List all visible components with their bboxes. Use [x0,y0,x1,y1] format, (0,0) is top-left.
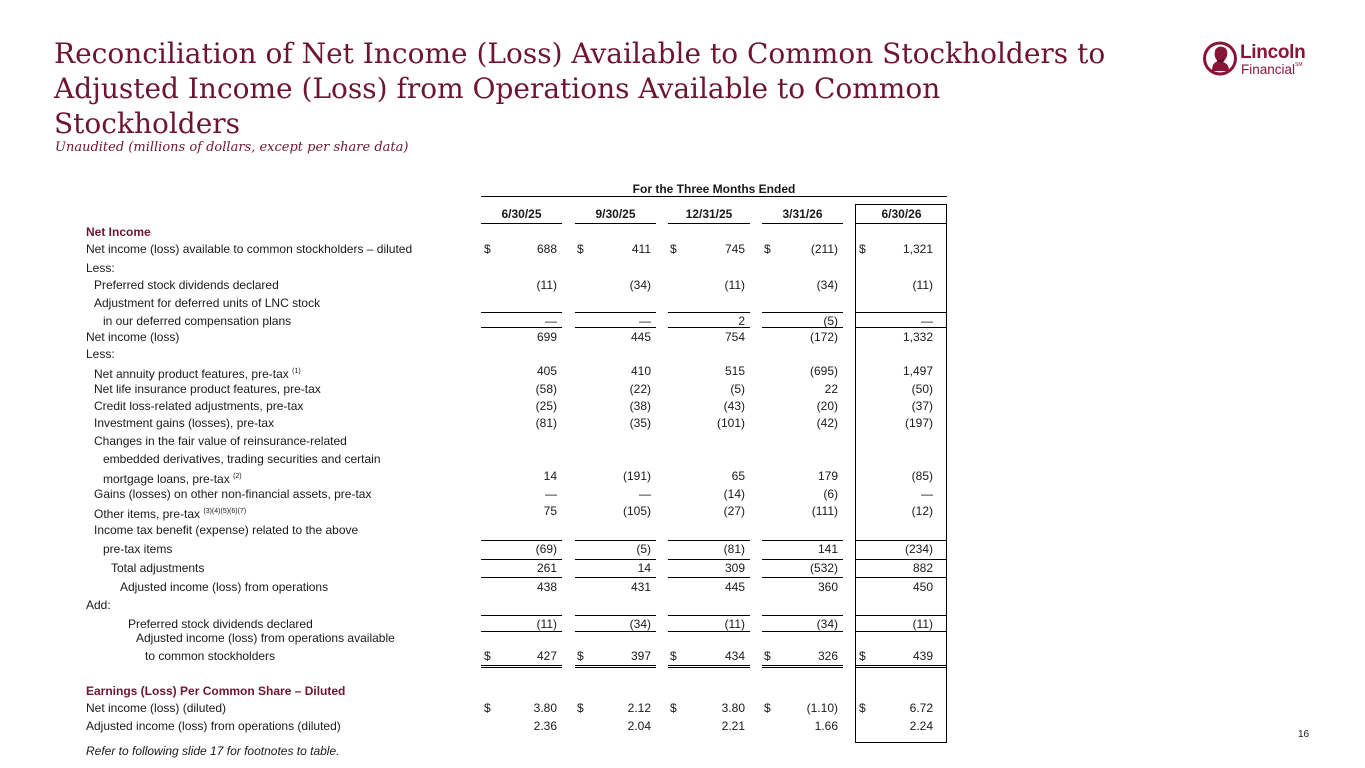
underline [762,615,843,616]
row-label-text: Net life insurance product features, pre-tax [94,382,321,396]
column-header-5: 6/30/26 [856,208,947,224]
total-rule [762,631,843,632]
table-cell: (34) [816,617,838,631]
table-cell: (27) [723,504,745,518]
row-label [94,487,371,502]
table-cell: (111) [811,504,838,518]
row-label [145,649,275,664]
row-label [94,296,320,311]
table-cell: (35) [629,416,651,430]
row-label [94,278,279,293]
table-cell: 75 [543,504,557,518]
dollar-sign: $ [577,701,584,715]
table-cell: 1.66 [814,719,838,733]
table-cell: — [545,314,557,328]
table-cell: (12) [911,504,933,518]
lincoln-portrait-seal-icon [1202,40,1238,77]
row-label [86,347,115,362]
row-label [94,399,303,414]
table-cell: (85) [911,469,933,483]
total-rule [668,559,750,560]
table-cell: 1,497 [902,364,933,378]
table-cell: 22 [824,382,838,396]
table-cell: (695) [809,364,838,378]
underline [575,615,656,616]
total-rule [575,631,656,632]
table-cell: 754 [724,330,745,344]
table-cell: (38) [629,399,651,413]
double-underline [762,665,843,668]
table-cell: (11) [912,617,933,631]
table-cell: 179 [817,469,838,483]
row-label [103,452,381,467]
page-title-line-2: Adjusted Income (Loss) from Operations Available to Common [54,72,941,105]
table-cell: (11) [724,617,745,631]
total-rule [856,327,947,328]
table-cell: (11) [536,278,557,292]
table-cell: 745 [724,242,745,256]
underline [668,312,750,313]
row-label [94,364,301,382]
row-label-text: pre-tax items [103,542,173,556]
total-rule [668,577,750,578]
row-label [103,542,172,557]
table-cell: 2.36 [533,719,557,733]
underline [668,540,750,541]
page-subtitle: Unaudited (millions of dollars, except per share data) [55,140,409,155]
row-label-text: Adjustment for deferred units of LNC stock [94,296,321,310]
table-cell: 699 [536,330,557,344]
double-underline [575,665,656,668]
row-label [86,701,226,716]
row-label [86,330,179,345]
total-rule [481,559,562,560]
table-cell: (191) [622,469,651,483]
row-label-text: Adjusted income (loss) from operations available [136,631,395,645]
total-rule [575,327,656,328]
column-header-4: 3/31/26 [762,208,843,224]
period-header: For the Three Months Ended [481,182,947,197]
row-label-text: Earnings (Loss) Per Common Share – Diluted [86,684,346,698]
total-rule [481,577,562,578]
table-cell: (22) [629,382,651,396]
underline [762,312,843,313]
table-cell: (234) [904,542,933,556]
underline [481,312,562,313]
underline [668,615,750,616]
underline [856,312,947,313]
table-cell: (20) [816,399,838,413]
table-cell: (5) [730,382,745,396]
row-label-text: Net income (loss) [86,330,180,344]
table-cell: — [639,487,651,501]
row-label-text: Net income (loss) available to common stockholders – diluted [86,242,413,256]
table-cell: (37) [911,399,933,413]
table-cell: (11) [536,617,557,631]
underline [762,540,843,541]
table-cell: (1.10) [806,701,838,715]
logo-word-financial: Financial℠ [1241,62,1303,77]
logo-word-lincoln: Lincoln [1240,42,1306,63]
dollar-sign: $ [670,242,677,256]
table-cell: 427 [536,649,557,663]
double-underline [856,665,947,668]
total-rule [762,577,843,578]
total-rule [668,631,750,632]
table-cell: 309 [724,561,745,575]
row-label-text: mortgage loans, pre-tax [103,472,230,486]
dollar-sign: $ [484,701,491,715]
double-underline [481,665,562,668]
row-label-text: Adjusted income (loss) from operations (diluted) [86,719,341,733]
total-rule [575,577,656,578]
table-cell: 438 [536,580,557,594]
table-cell: (6) [823,487,838,501]
table-cell: (43) [723,399,745,413]
footnote-reference: (2) [233,473,242,480]
table-cell: (14) [723,487,745,501]
table-cell: (50) [911,382,933,396]
table-cell: (69) [535,542,557,556]
table-cell: 2.12 [627,701,651,715]
row-label-text: in our deferred compensation plans [103,314,292,328]
table-cell: 326 [817,649,838,663]
table-cell: 431 [630,580,651,594]
dollar-sign: $ [577,649,584,663]
row-label [94,523,358,538]
underline [856,615,947,616]
row-label [120,580,328,595]
row-label-text: Total adjustments [111,561,205,575]
underline [856,540,947,541]
row-label [103,314,291,329]
footnote: Refer to following slide 17 for footnotes to table. [86,744,340,758]
row-label-text: Net income (loss) (diluted) [86,701,227,715]
row-label [86,225,151,240]
table-cell: 261 [536,561,557,575]
table-cell: 411 [631,242,651,256]
row-label-text: Net Income [86,225,151,239]
row-label-text: Income tax benefit (expense) related to the above [94,523,359,537]
page-number: 16 [1298,729,1310,740]
dollar-sign: $ [484,242,491,256]
dollar-sign: $ [577,242,584,256]
table-cell: 2 [738,314,745,328]
table-cell: 360 [817,580,838,594]
row-label [103,469,242,487]
table-cell: 445 [724,580,745,594]
total-rule [481,631,562,632]
row-label [94,434,347,449]
row-label-text: embedded derivatives, trading securities and certain [103,452,381,466]
total-rule [856,577,947,578]
table-cell: (81) [535,416,557,430]
row-label [86,598,111,613]
dollar-sign: $ [484,649,491,663]
table-cell: (5) [823,314,838,328]
dollar-sign: $ [764,649,771,663]
row-label-text: Preferred stock dividends declared [128,617,313,631]
total-rule [575,559,656,560]
column-header-1: 6/30/25 [481,208,562,224]
table-cell: — [639,314,651,328]
column-header-2: 9/30/25 [575,208,656,224]
row-label [86,261,115,276]
dollar-sign: $ [764,701,771,715]
dollar-sign: $ [859,701,866,715]
row-label [86,242,412,257]
table-cell: — [545,487,557,501]
table-cell: — [921,314,933,328]
table-cell: (58) [535,382,557,396]
footnote-reference: (1) [292,368,301,375]
row-label [94,416,274,431]
dollar-sign: $ [670,701,677,715]
table-cell: 3.80 [533,701,557,715]
row-label [86,684,345,699]
row-label [136,631,395,646]
underline [481,615,562,616]
table-cell: (34) [629,278,651,292]
row-label-text: Net annuity product features, pre-tax [94,367,289,381]
table-cell: 397 [630,649,651,663]
row-label [128,617,313,632]
row-label-text: Preferred stock dividends declared [94,278,279,292]
total-rule [668,327,750,328]
table-cell: (34) [629,617,651,631]
underline [575,312,656,313]
table-cell: (532) [809,561,838,575]
table-cell: 2.21 [721,719,745,733]
row-label [86,719,341,734]
row-label-text: Less: [86,261,115,275]
table-cell: 2.04 [627,719,651,733]
table-cell: 6.72 [909,701,933,715]
table-cell: 1,332 [902,330,933,344]
lincoln-financial-logo [1202,40,1312,78]
table-cell: 14 [543,469,557,483]
row-label-text: Credit loss-related adjustments, pre-tax [94,399,304,413]
column-header-3: 12/31/25 [668,208,750,224]
table-cell: 141 [817,542,838,556]
table-cell: (211) [810,242,838,256]
row-label-text: to common stockholders [145,649,276,663]
table-cell: (101) [716,416,745,430]
table-cell: 450 [912,580,933,594]
dollar-sign: $ [859,649,866,663]
total-rule [481,327,562,328]
table-cell: 3.80 [721,701,745,715]
logo-trademark: SM [1295,62,1303,68]
table-cell: — [921,487,933,501]
table-cell: 445 [630,330,651,344]
table-cell: 515 [724,364,745,378]
table-cell: (11) [724,278,745,292]
table-cell: 434 [724,649,745,663]
row-label [111,561,204,576]
table-cell: (42) [816,416,838,430]
table-cell: (197) [904,416,933,430]
dollar-sign: $ [764,242,771,256]
dollar-sign: $ [670,649,677,663]
page-title-line-1: Reconciliation of Net Income (Loss) Available to Common Stockholders to [54,37,1106,70]
row-label-text: Adjusted income (loss) from operations [120,580,329,594]
row-label-text: Gains (losses) on other non-financial assets, pre-tax [94,487,372,501]
double-underline [668,665,750,668]
row-label-text: Other items, pre-tax [94,507,201,521]
row-label [94,504,246,522]
table-cell: (25) [535,399,557,413]
dollar-sign: $ [859,242,866,256]
total-rule [762,559,843,560]
table-cell: (11) [912,278,933,292]
row-label-text: Less: [86,347,115,361]
underline [481,540,562,541]
row-label-text: Investment gains (losses), pre-tax [94,416,275,430]
total-rule [856,559,947,560]
table-cell: (5) [636,542,651,556]
page-title [54,36,1134,141]
table-cell: (81) [723,542,745,556]
table-cell: 1,321 [902,242,933,256]
table-cell: (105) [622,504,651,518]
table-cell: (172) [809,330,838,344]
table-cell: 688 [536,242,557,256]
row-label-text: Add: [86,598,111,612]
table-cell: (34) [816,278,838,292]
footnote-reference: (3)(4)(5)(6)(7) [203,508,247,515]
table-cell: 2.24 [909,719,933,733]
table-cell: 65 [731,469,745,483]
row-label [94,382,321,397]
table-cell: 410 [630,364,651,378]
underline [575,540,656,541]
table-cell: 14 [637,561,651,575]
table-cell: 882 [912,561,933,575]
table-cell: 405 [536,364,557,378]
total-rule [856,631,947,632]
row-label-text: Changes in the fair value of reinsurance-related [94,434,347,448]
total-rule [762,327,843,328]
table-cell: 439 [912,649,933,663]
page-title-line-3: Stockholders [54,107,241,140]
